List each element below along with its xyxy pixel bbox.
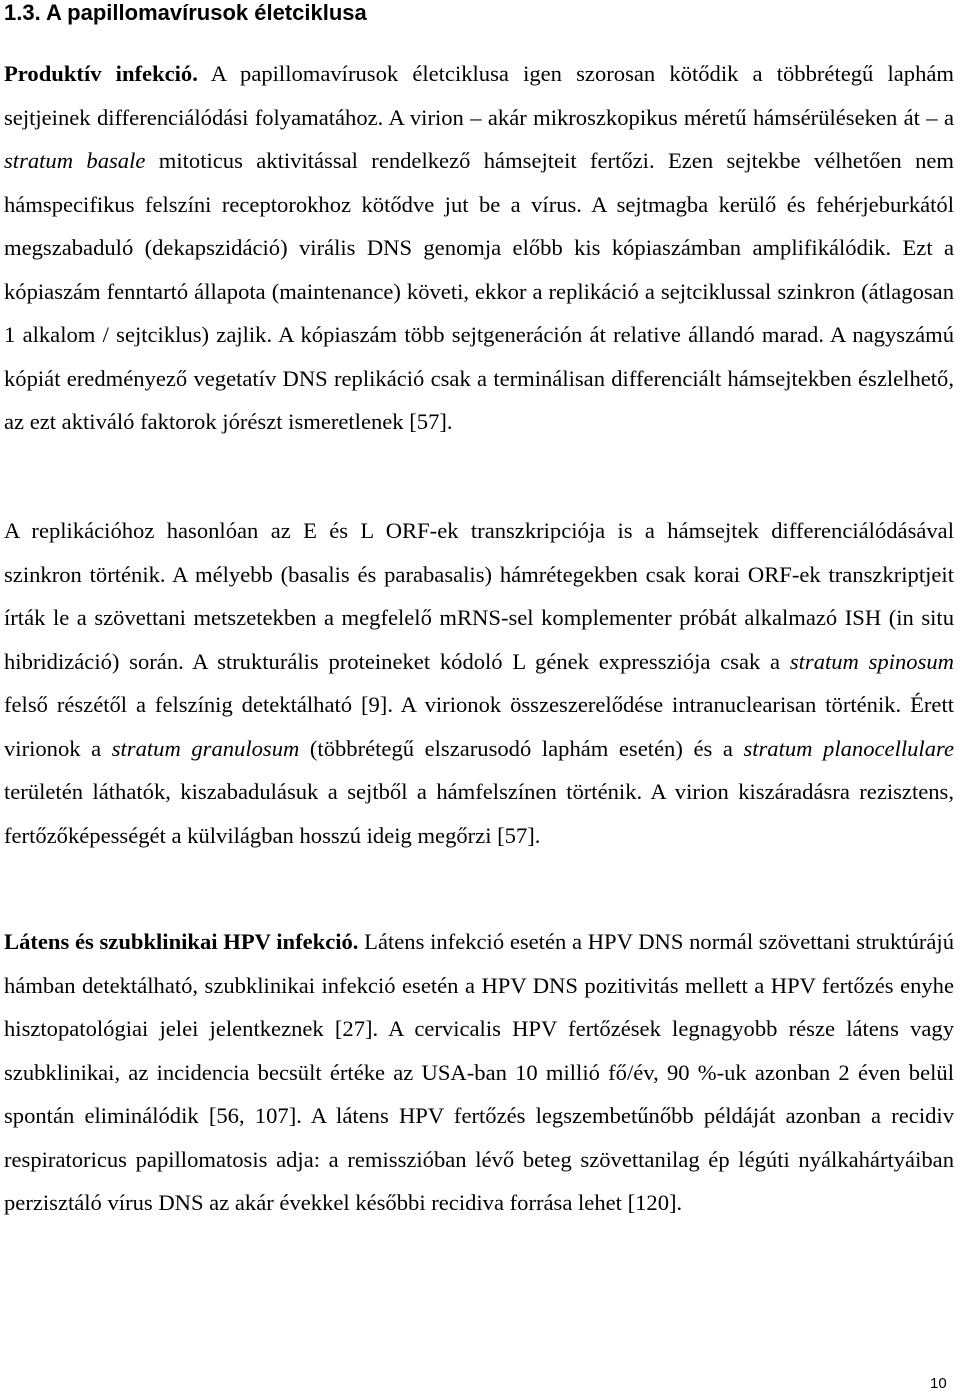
paragraph-text: (többrétegű elszarusodó laphám esetén) és a — [299, 735, 744, 761]
paragraph-text: A replikációhoz hasonlóan az E és L ORF-ek transzkripciója is a hámsejtek differenciálódásával szinkron történik. A mélyebb (basalis és parabasalis) hámrétegekben csak korai ORF-ek transzkriptjeit írták le a szövettani metszetekben a megfelelő mRNS-sel komplementer próbát alkalmazó ISH (in situ hibridizáció) során. A strukturális proteineket kódoló L gének expressziója csak a — [4, 518, 954, 674]
latin-term: stratum spinosum — [789, 648, 954, 674]
paragraph-latent-infection — [4, 920, 954, 1225]
paragraph-lead: Látens és szubklinikai HPV infekció. — [4, 929, 359, 954]
paragraph-transcription — [4, 509, 954, 857]
paragraph-text: felső részétől a felszínig detektálható [9]. A virionok összeszerelődése intranuclearisan történik. Érett virionok a — [4, 692, 954, 761]
latin-term: stratum granulosum — [111, 735, 300, 761]
latin-term: stratum planocellulare — [743, 735, 954, 761]
page-number: 10 — [930, 1375, 947, 1392]
latin-term: stratum basale — [4, 148, 146, 174]
paragraph-text: Látens infekció esetén a HPV DNS normál szövettani struktúrájú hámban detektálható, szubklinikai infekció esetén a HPV DNS pozitivitás mellett a HPV fertőzés enyhe hisztopatológiai jelei jelentkeznek [27]. A cervicalis HPV fertőzések legnagyobb része látens vagy szubklinikai, az incidencia becsült értéke az USA-ban 10 millió fő/év, 90 %-uk azonban 2 éven belül spontán eliminálódik [56, 107]. A látens HPV fertőzés legszembetűnőbb példáját azonban a recidiv respiratoricus papillomatosis adja: a remisszióban lévő beteg szövettanilag ép légúti nyálkahártyáiban perzisztáló vírus DNS az akár évekkel későbbi recidiva forrása lehet [120]. — [4, 929, 954, 1216]
paragraph-text: mitoticus aktivitással rendelkező hámsejteit fertőzi. Ezen sejtekbe vélhetően nem hámspecifikus felszíni receptorokhoz kötődve jut be a vírus. A sejtmagba kerülő és fehérjeburkától megszabaduló (dekapszidáció) virális DNS genomja előbb kis kópiaszámban amplifikálódik. Ezt a kópiaszám fenntartó állapota (maintenance) követi, ekkor a replikáció a sejtciklussal szinkron (átlagosan 1 alkalom / sejtciklus) zajlik. A kópiaszám több sejtgeneráción át relative állandó marad. A nagyszámú kópiát eredményező vegetatív DNS replikáció csak a terminálisan differenciált hámsejtekben észlelhető, az ezt aktiváló faktorok jórészt ismeretlenek [57]. — [4, 148, 954, 435]
paragraph-text: területén láthatók, kiszabadulásuk a sejtből a hámfelszínen történik. A virion kiszáradásra rezisztens, fertőzőképességét a külvilágban hosszú ideig megőrzi [57]. — [4, 779, 954, 848]
paragraph-productive-infection — [4, 52, 954, 444]
section-title: 1.3. A papillomavírusok életciklusa — [4, 0, 367, 25]
paragraph-text: A papillomavírusok életciklusa igen szorosan kötődik a többrétegű laphám sejtjeinek differenciálódási folyamatához. A virion – akár mikroszkopikus méretű hámsérüléseken át – a — [4, 61, 955, 130]
paragraph-lead: Produktív infekció. — [4, 61, 198, 86]
